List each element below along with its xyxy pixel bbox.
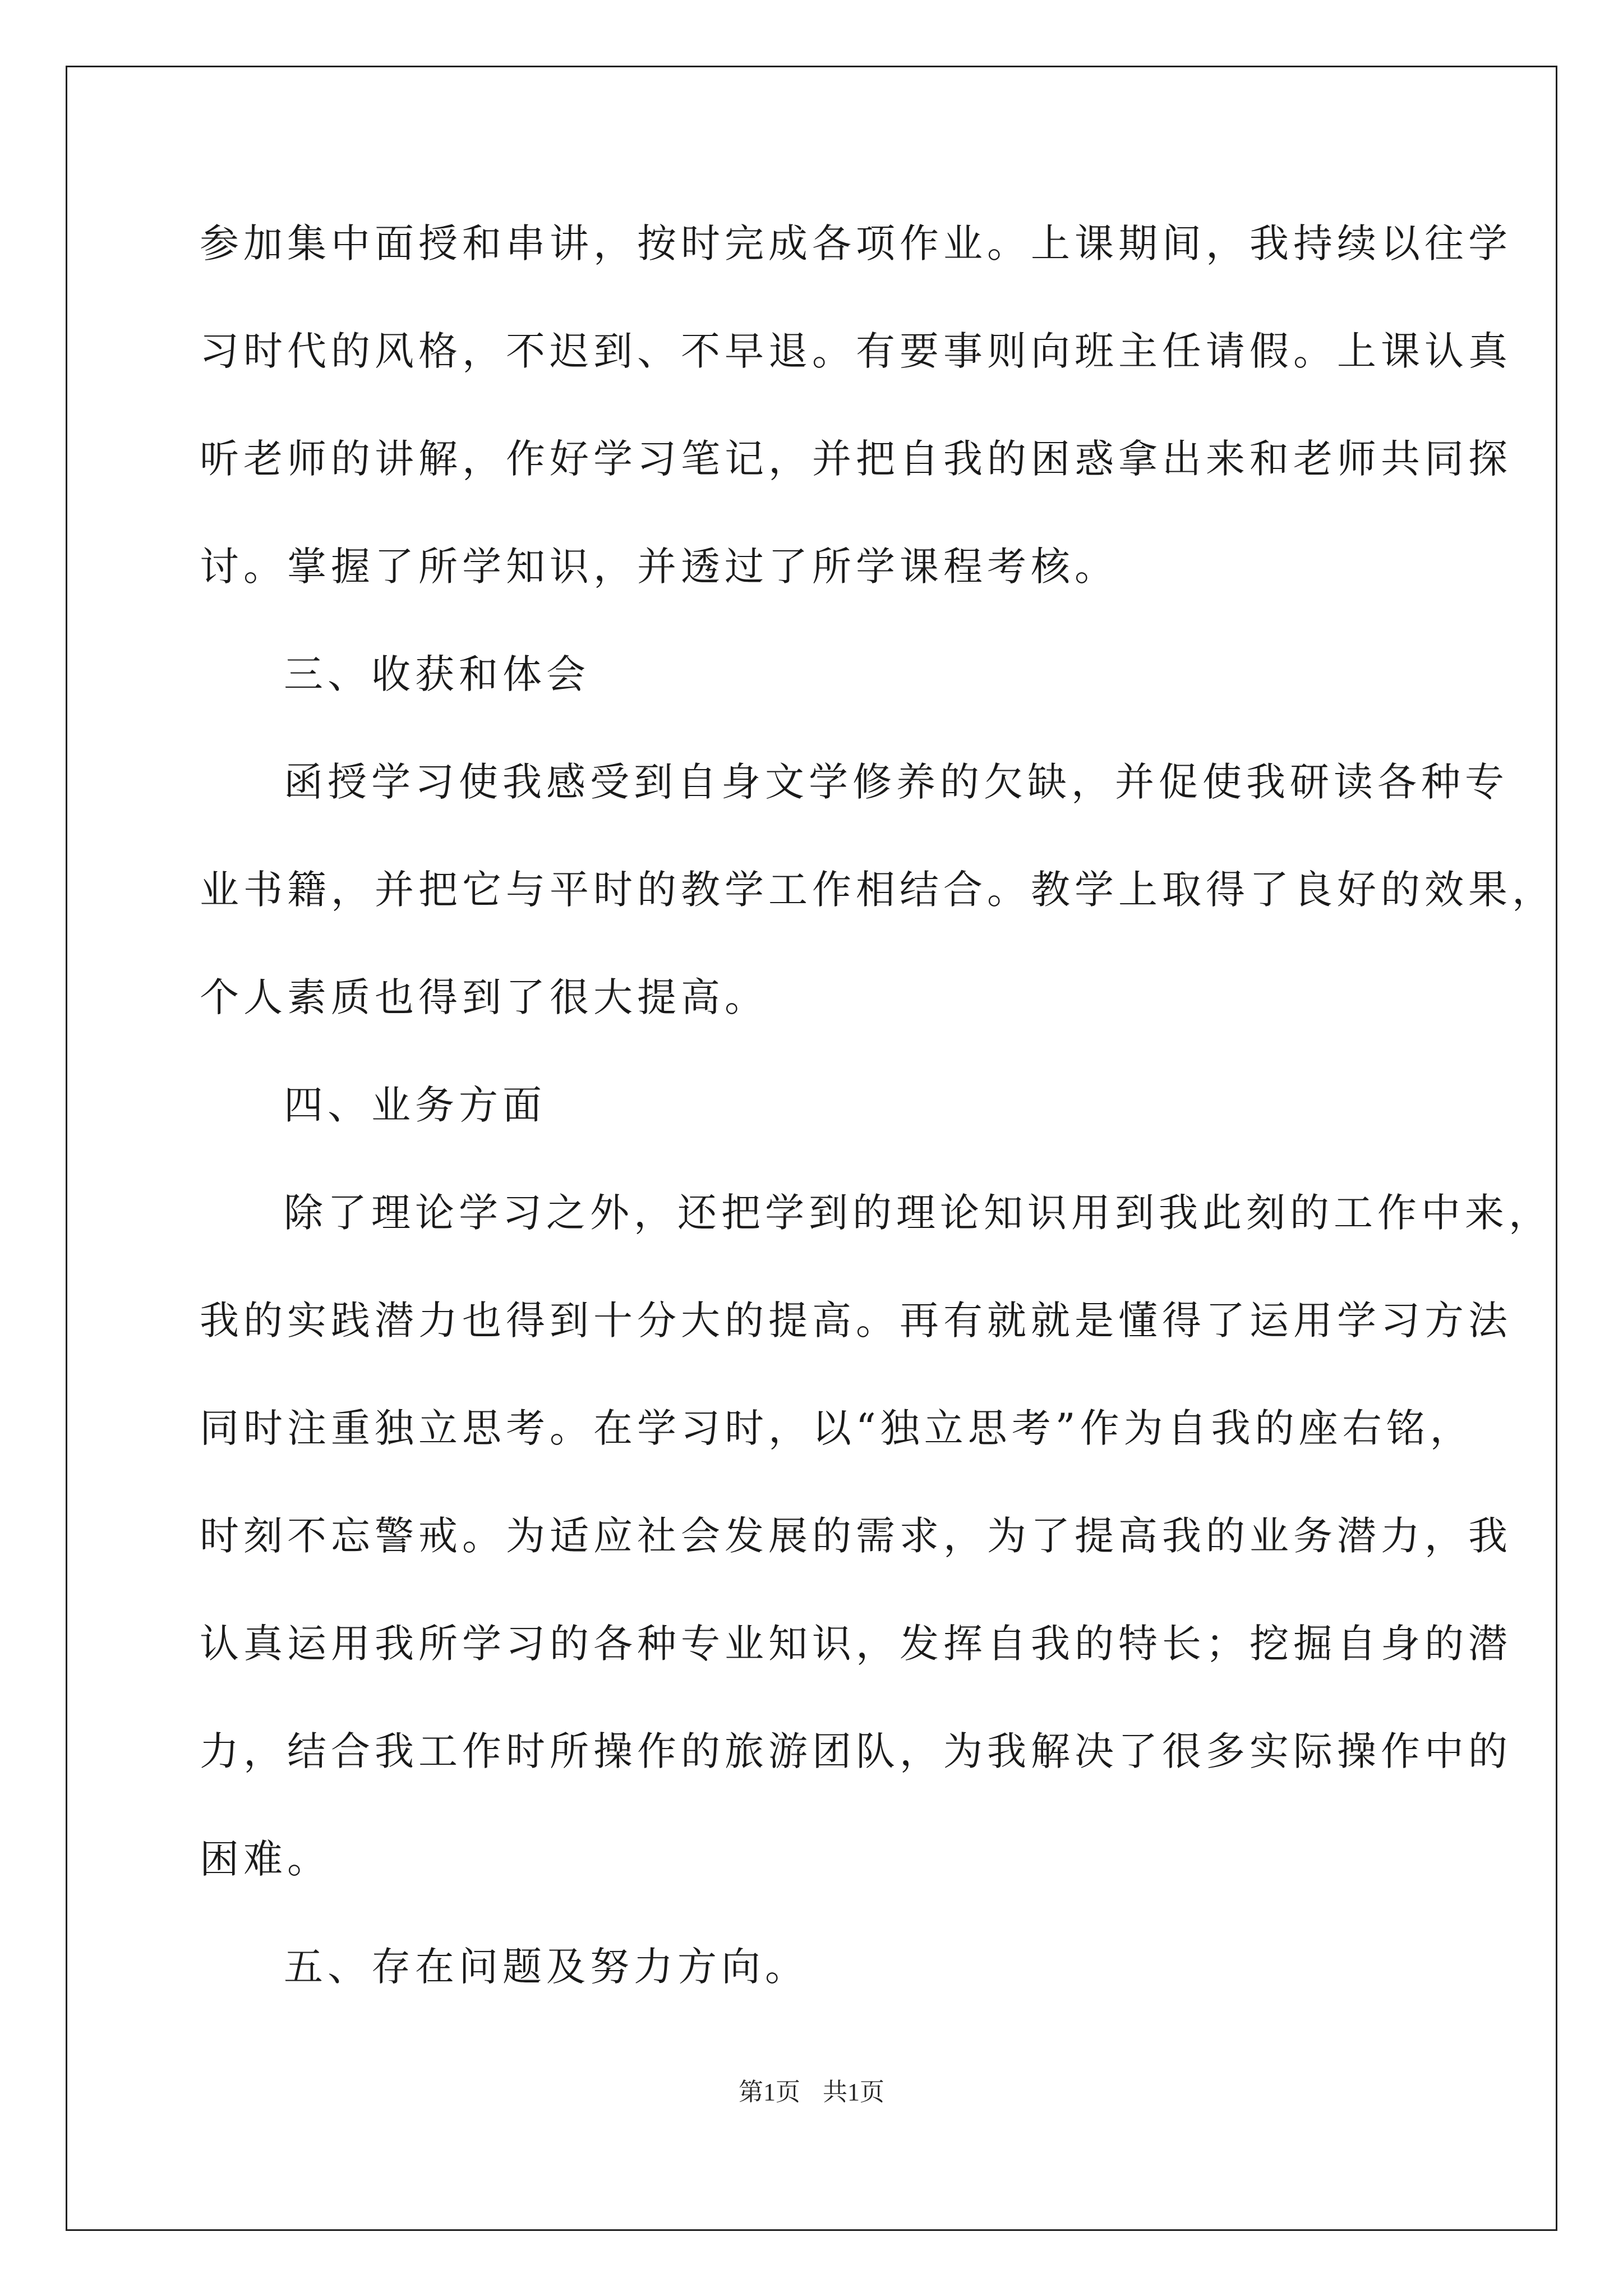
text-line: 力，结合我工作时所操作的旅游团队，为我解决了很多实际操作中的 [200,1728,1512,1774]
text-line: 我的实践潜力也得到十分大的提高。再有就就是懂得了运用学习方法 [200,1297,1512,1343]
text-line: 除了理论学习之外，还把学到的理论知识用到我此刻的工作中来， [284,1190,1552,1236]
document-body [200,213,1556,2044]
text-line: 函授学习使我感受到自身文学修养的欠缺，并促使我研读各种专 [284,759,1509,805]
text-line: 五、存在问题及努力方向。 [284,1944,809,1990]
text-line: 同时注重独立思考。在学习时，以“独立思考”作为自我的座右铭， [200,1405,1474,1451]
text-line: 三、收获和体会 [284,651,590,697]
text-line: 认真运用我所学习的各种专业知识，发挥自我的特长；挖掘自身的潜 [200,1621,1512,1667]
text-line: 参加集中面授和串讲，按时完成各项作业。上课期间，我持续以往学 [200,220,1512,266]
text-line: 听老师的讲解，作好学习笔记，并把自我的困惑拿出来和老师共同探 [200,436,1512,482]
page-footer [0,2076,1623,2109]
text-line: 讨。掌握了所学知识，并透过了所学课程考核。 [200,544,1118,590]
page-number-total: 共1页 [823,2078,884,2106]
page-number-current: 第1页 [739,2078,800,2106]
text-line: 个人素质也得到了很大提高。 [200,974,768,1020]
text-line: 习时代的风格，不迟到、不早退。有要事则向班主任请假。上课认真 [200,328,1512,374]
text-line: 时刻不忘警戒。为适应社会发展的需求，为了提高我的业务潜力，我 [200,1513,1512,1559]
text-line: 四、业务方面 [284,1082,546,1128]
text-line: 业书籍，并把它与平时的教学工作相结合。教学上取得了良好的效果， [200,867,1556,913]
text-line: 困难。 [200,1836,331,1882]
